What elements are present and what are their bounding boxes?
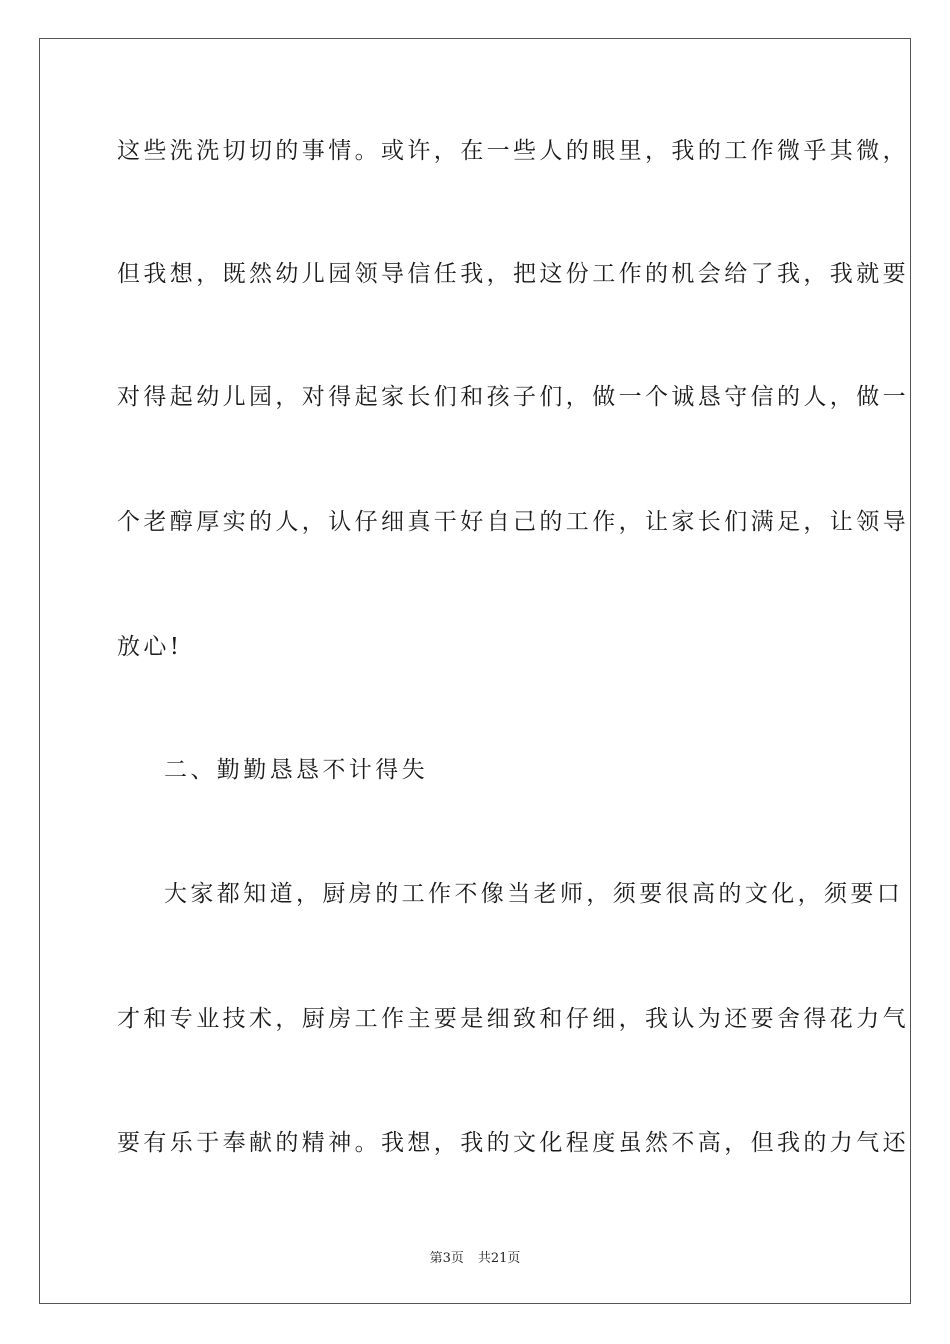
text-line-4: 个老醇厚实的人，认仔细真干好自己的工作，让家长们满足，让领导: [117, 509, 909, 535]
page-number: 第3页: [429, 1251, 464, 1266]
paragraph2-line-1: 大家都知道，厨房的工作不像当老师，须要很高的文化，须要口: [164, 881, 904, 907]
page-total: 共21页: [477, 1251, 521, 1266]
paragraph2-line-3: 要有乐于奉献的精神。我想，我的文化程度虽然不高，但我的力气还: [117, 1130, 909, 1156]
page-footer: [0, 1247, 950, 1266]
text-line-5: 放心!: [117, 634, 183, 660]
paragraph2-line-2: 才和专业技术，厨房工作主要是细致和仔细，我认为还要舍得花力气: [117, 1006, 909, 1032]
text-line-1: 这些洗洗切切的事情。或许，在一些人的眼里，我的工作微乎其微，: [117, 138, 909, 164]
text-line-3: 对得起幼儿园，对得起家长们和孩子们，做一个诚恳守信的人，做一: [117, 384, 909, 410]
page-frame: [39, 38, 911, 1304]
text-line-2: 但我想，既然幼儿园领导信任我，把这份工作的机会给了我，我就要: [117, 261, 909, 287]
section-heading: 二、勤勤恳恳不计得失: [164, 757, 428, 783]
